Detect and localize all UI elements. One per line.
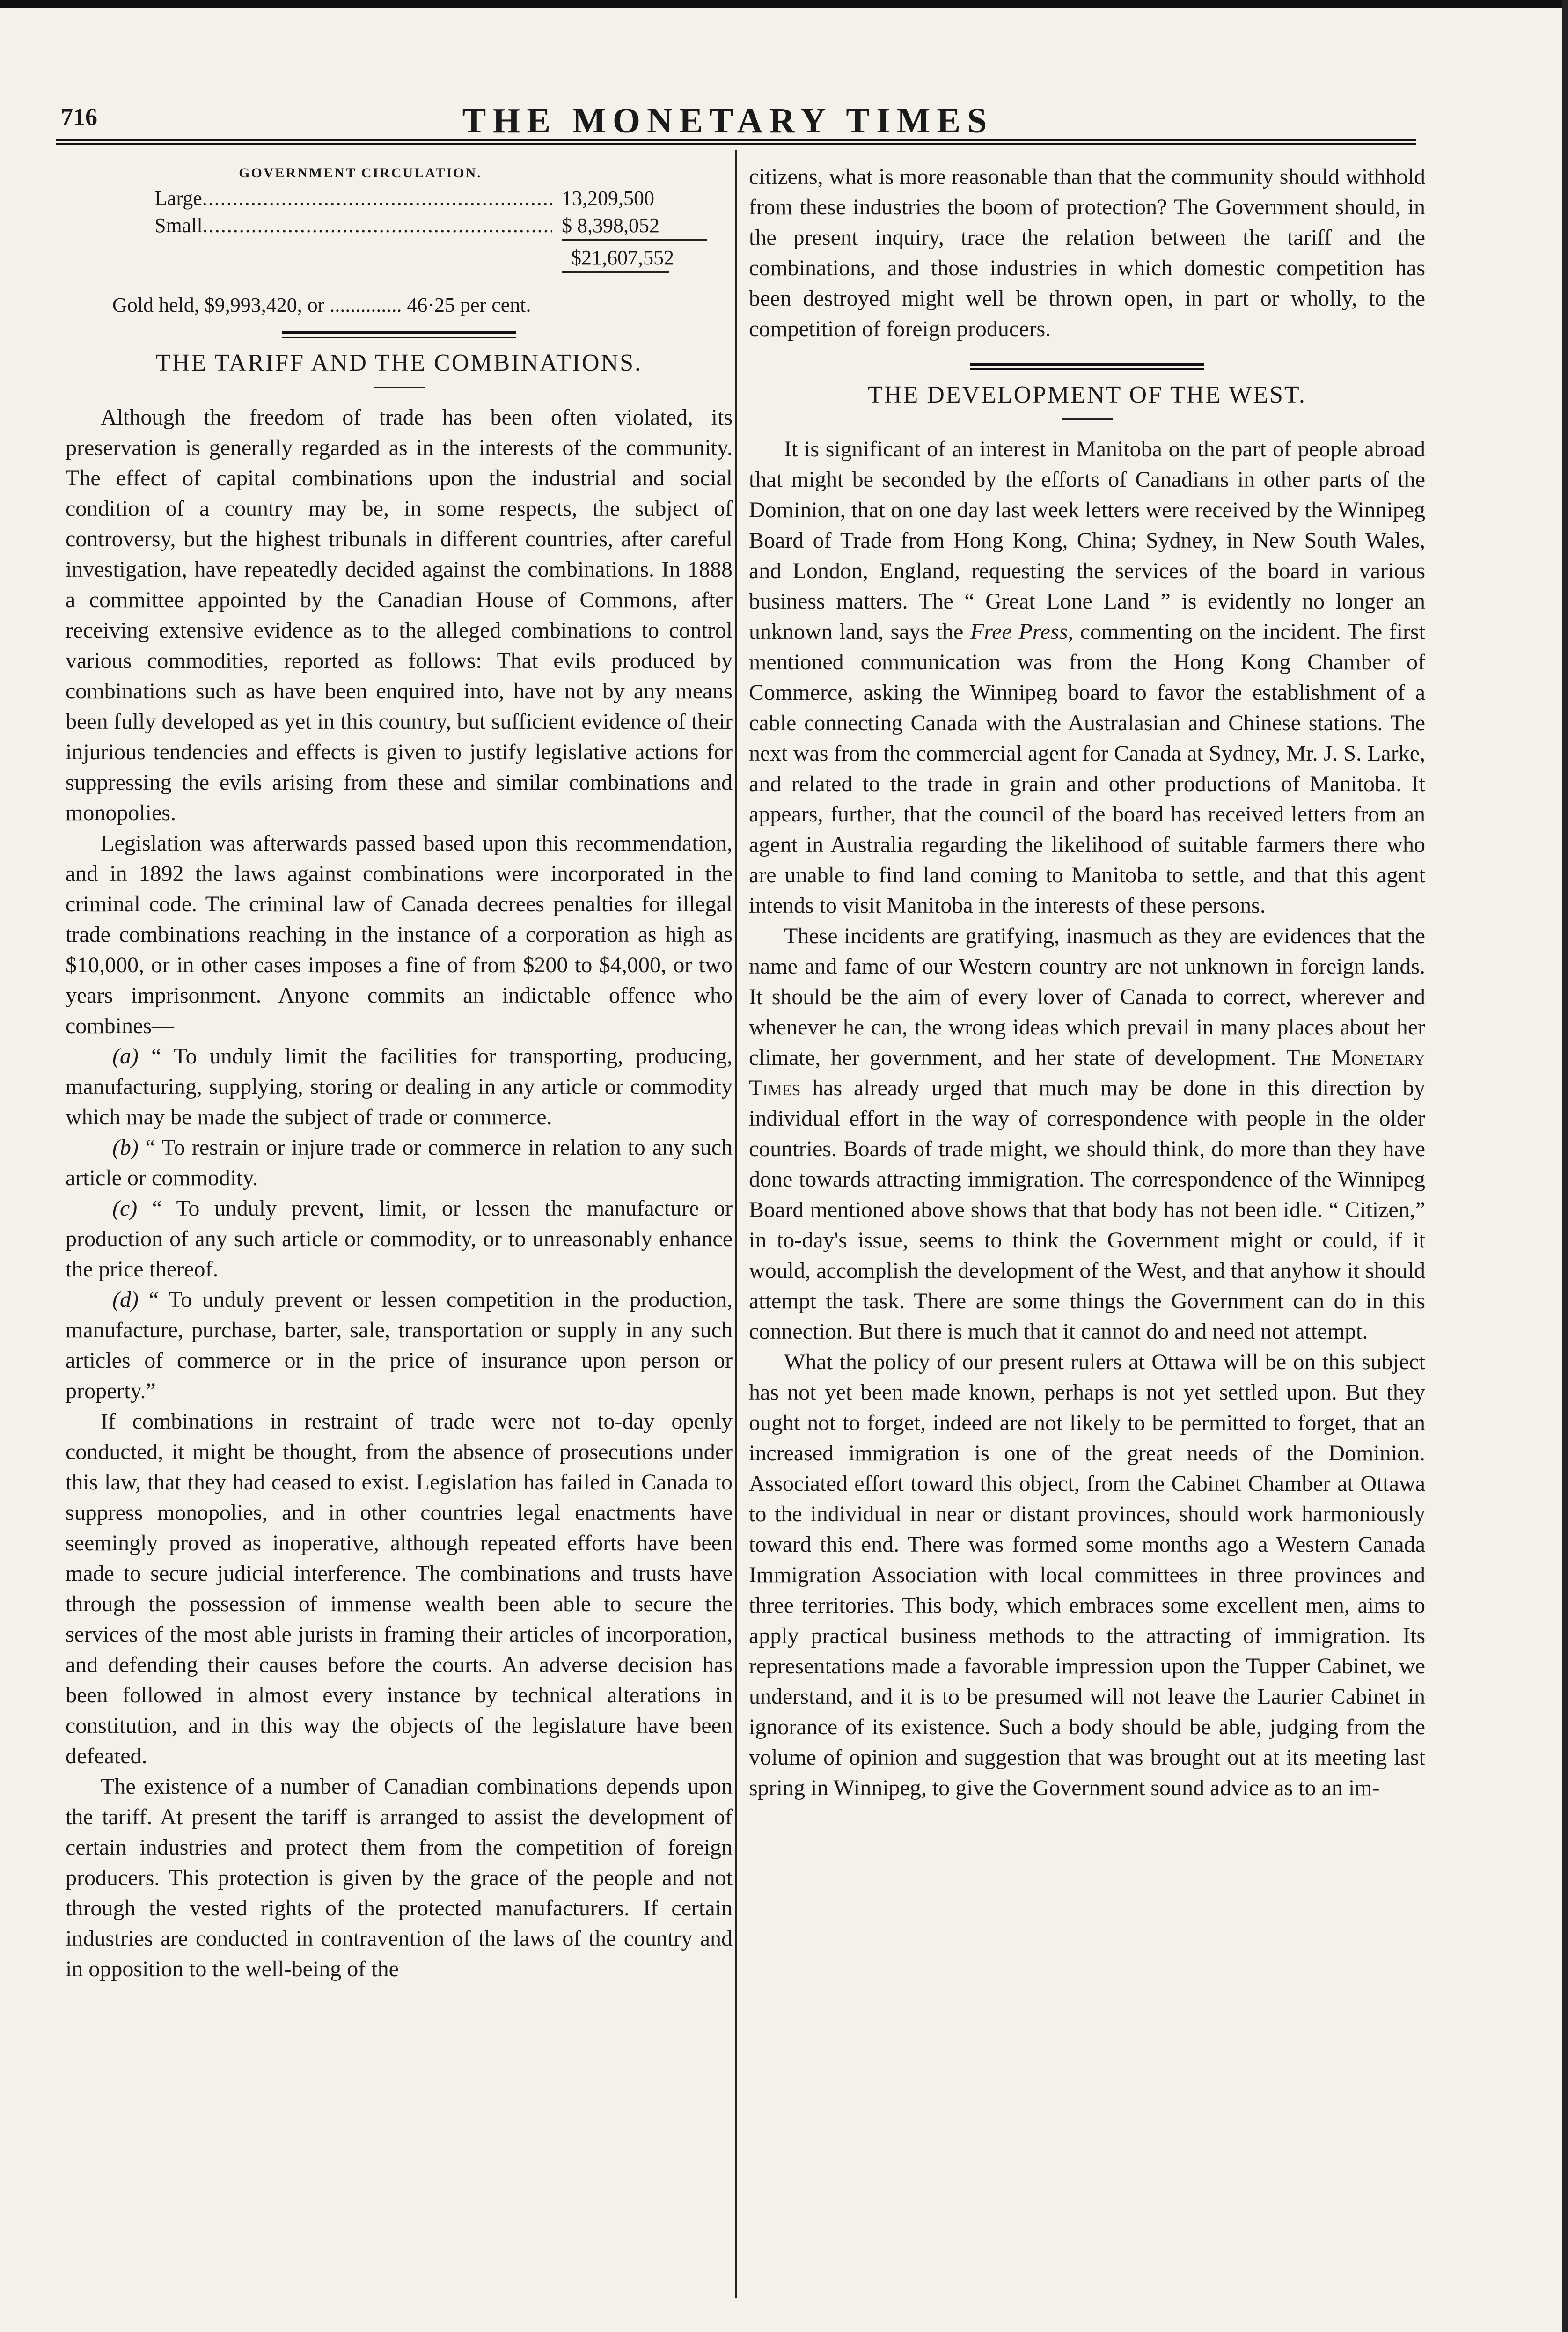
leader-dots — [202, 185, 552, 212]
gold-held-row — [112, 292, 697, 319]
section-separator — [970, 363, 1204, 370]
circulation-label: Large — [154, 187, 202, 210]
circulation-total-rule — [562, 271, 669, 278]
clause-text: “ To unduly prevent, limit, or lessen the manufacture or production of any such article or commodity, or to unreasonably enhance the price thereof. — [66, 1196, 733, 1282]
section-separator — [282, 331, 516, 338]
page-header — [42, 101, 1414, 138]
paragraph-text: commenting on the incident. The first mentioned communication was from the Hong Kong Chamber of Commerce, asking the Winnipeg board to favor the establishment of a cable connecting Canada with the Australasian and Chinese stations. The next was from the commercial agent for Canada at Sydney, Mr. J. S. Larke, and related to the trade in grain and other productions of Manitoba. It appears, further, that the council of the board has received letters from an agent in Australia regarding the likelihood of suitable farmers there who are unable to find land coming to Manitoba to settle, and that this agent intends to visit Manitoba in the interests of these persons. — [749, 619, 1426, 918]
legal-clause-c — [66, 1193, 733, 1284]
circulation-title: GOVERNMENT CIRCULATION. — [239, 165, 482, 181]
circulation-value: 13,209,500 — [562, 187, 654, 210]
right-column — [749, 161, 1425, 1803]
legal-clause-b — [66, 1132, 733, 1193]
gold-held-value: 46·25 per cent. — [407, 293, 531, 316]
gold-held-label: Gold held, $9,993,420, or .............. — [112, 293, 402, 316]
article-paragraph: If combinations in restraint of trade were not to-day openly conducted, it might be thought, from the absence of prosecutions under this law, that they had ceased to exist. Legislation has failed in Canada to suppress monopolies, and in other countries legal enactments have seemingly proved as inoperative, although repeated efforts have been made to secure judicial interference. The combinations and trusts have through the possession of immense wealth been able to secure the services of the most able jurists in framing their articles of incorporation, and defending their causes before the courts. An adverse decision has been followed in almost every instance by technical alterations in constitution, and in this way the objects of the legislature have been defeated. — [66, 1409, 733, 1768]
paragraph-text: It is significant of an interest in Manitoba on the part of people abroad that might be seconded by the efforts of Canadians in other parts of the Dominion, that on one day last week letters were received by the Winnipeg Board of Trade from Hong Kong, China; Sydney, in New South Wales, and London, England, requesting the services of the board in various business matters. The “ Great Lone Land ” is evidently no longer an unknown land, says the — [749, 437, 1425, 644]
circulation-value: $ 8,398,052 — [562, 214, 659, 237]
paragraph-text: has already urged that much may be done in this direction by individual effort in the way of correspondence with people in the older countries. Boards of trade might, we should think, do more than they have done towards attracting immigration. The correspondence of the Winnipeg Board mentioned above shows that that body has not been idle. “ Citizen,” in to-day's issue, seems to think the Government might or could, if it would, accomplish the development of the West, and that anyhow it should attempt the task. There are some things the Government can do in this connection. But there is much that it cannot do and need not attempt. — [749, 1076, 1426, 1344]
article-paragraph: Although the freedom of trade has been often violated, its preservation is generally regarded as in the interests of the community. The effect of capital combinations upon the industrial and social condition of a country may be, in some respects, the subject of controversy, but the highest tribunals in different countries, after careful investigation, have repeatedly decided against the combinations. In 1888 a committee appointed by the Canadian House of Commons, after receiving extensive evidence as to the alleged combinations to control various commodities, reported as follows: That evils produced by combinations such as have been enquired into, have not by any means been fully developed as yet in this country, but sufficient evidence of their injurious tendencies and effects is given to justify legislative actions for suppressing the evils arising from these and similar combinations and monopolies. — [66, 405, 733, 825]
circulation-total: $21,607,552 — [562, 239, 707, 271]
article-paragraph — [749, 434, 1425, 921]
clause-tag: (a) — [112, 1044, 139, 1069]
circulation-label: Small — [154, 214, 203, 237]
legal-clause-d — [66, 1284, 733, 1406]
article-paragraph: Legislation was afterwards passed based upon this recommendation, and in 1892 the laws against combinations were incorporated in the criminal code. The criminal law of Canada decrees penalties for illegal trade combinations reaching in the instance of a corporation as high as $10,000, or in other cases imposes a fine of from $200 to $4,000, or two years imprisonment. Anyone commits an indictable offence who combines— — [66, 831, 733, 1038]
scan-border-top — [0, 0, 1568, 8]
article-heading-west: THE DEVELOPMENT OF THE WEST. — [868, 381, 1306, 408]
legal-clause-a — [66, 1041, 733, 1132]
paragraph-text: These incidents are gratifying, inasmuch as they are evidences that the name and fame of our Western country are not unknown in foreign lands. It should be the aim of every lover of Canada to correct, wherever and whenever he can, the wrong ideas which prevail in many places about her climate, her government, and her state of development. — [749, 924, 1425, 1070]
circulation-row-small — [154, 212, 697, 239]
publication-name: Free Press, — [970, 619, 1074, 644]
scan-border-right — [1562, 0, 1568, 2332]
header-rule — [56, 139, 1416, 145]
heading-rule — [374, 387, 425, 388]
article-paragraph: What the policy of our present rulers at Ottawa will be on this subject has not yet been made known, perhaps is not yet settled upon. But they ought not to forget, indeed are not likely to be permitted to forget, that an increased immigration is one of the great needs of the Dominion. Associated effort toward this object, from the Cabinet Chamber at Ottawa to the individual in near or distant provinces, should work harmoniously toward this end. There was formed some months ago a Western Canada Immigration Association with local committees in three provinces and three territories. This body, which embraces some excellent men, aims to apply practical business methods to the attracting of immigration. Its representations made a favorable impression upon the Tupper Cabinet, we understand, and it is to be presumed will not leave the Laurier Cabinet in ignorance of its existence. Such a body should be able, judging from the volume of opinion and suggestion that was brought out at its meeting last spring in Winnipeg, to give the Government sound advice as to an im- — [749, 1349, 1425, 1800]
clause-text: “ To unduly prevent or lessen competition in the production, manufacture, purchase, barter, sale, transportation or supply in any such articles of commerce or in the price of insurance upon person or property.” — [66, 1287, 733, 1403]
leader-dots — [203, 212, 552, 239]
masthead-title: THE MONETARY TIMES — [462, 101, 994, 140]
left-column — [66, 161, 733, 1984]
clause-tag: (c) — [112, 1196, 138, 1221]
circulation-row-large — [154, 185, 697, 212]
article-paragraph — [749, 921, 1425, 1347]
page-number: 716 — [61, 104, 97, 131]
clause-tag: (b) — [112, 1135, 139, 1160]
article-continuation: citizens, what is more reasonable than that the community should withhold from these industries the boom of protection? The Government should, in the present inquiry, trace the relation between the tariff and the combinations, and those industries in which domestic competition has been destroyed might well be thrown open, in part or wholly, to the competition of foreign producers. — [749, 164, 1425, 341]
article-heading-tariff: THE TARIFF AND THE COMBINATIONS. — [156, 350, 642, 376]
clause-text: “ To unduly limit the facilities for transporting, producing, manufacturing, supplying, storing or dealing in any article or commodity which may be made the subject of trade or commerce. — [66, 1044, 733, 1129]
clause-tag: (d) — [112, 1287, 139, 1312]
clause-text: “ To restrain or injure trade or commerce in relation to any such article or commodity. — [66, 1135, 733, 1190]
publication-name: The Monetary Times — [749, 1045, 1426, 1100]
column-divider — [735, 150, 737, 2298]
article-paragraph: The existence of a number of Canadian combinations depends upon the tariff. At present the tariff is arranged to assist the development of certain industries and protect them from the competition of foreign producers. This protection is given by the grace of the people and not through the vested rights of the protected manufacturers. If certain industries are conducted in contravention of the laws of the country and in opposition to the well-being of the — [66, 1774, 733, 1981]
heading-rule — [1062, 418, 1113, 420]
